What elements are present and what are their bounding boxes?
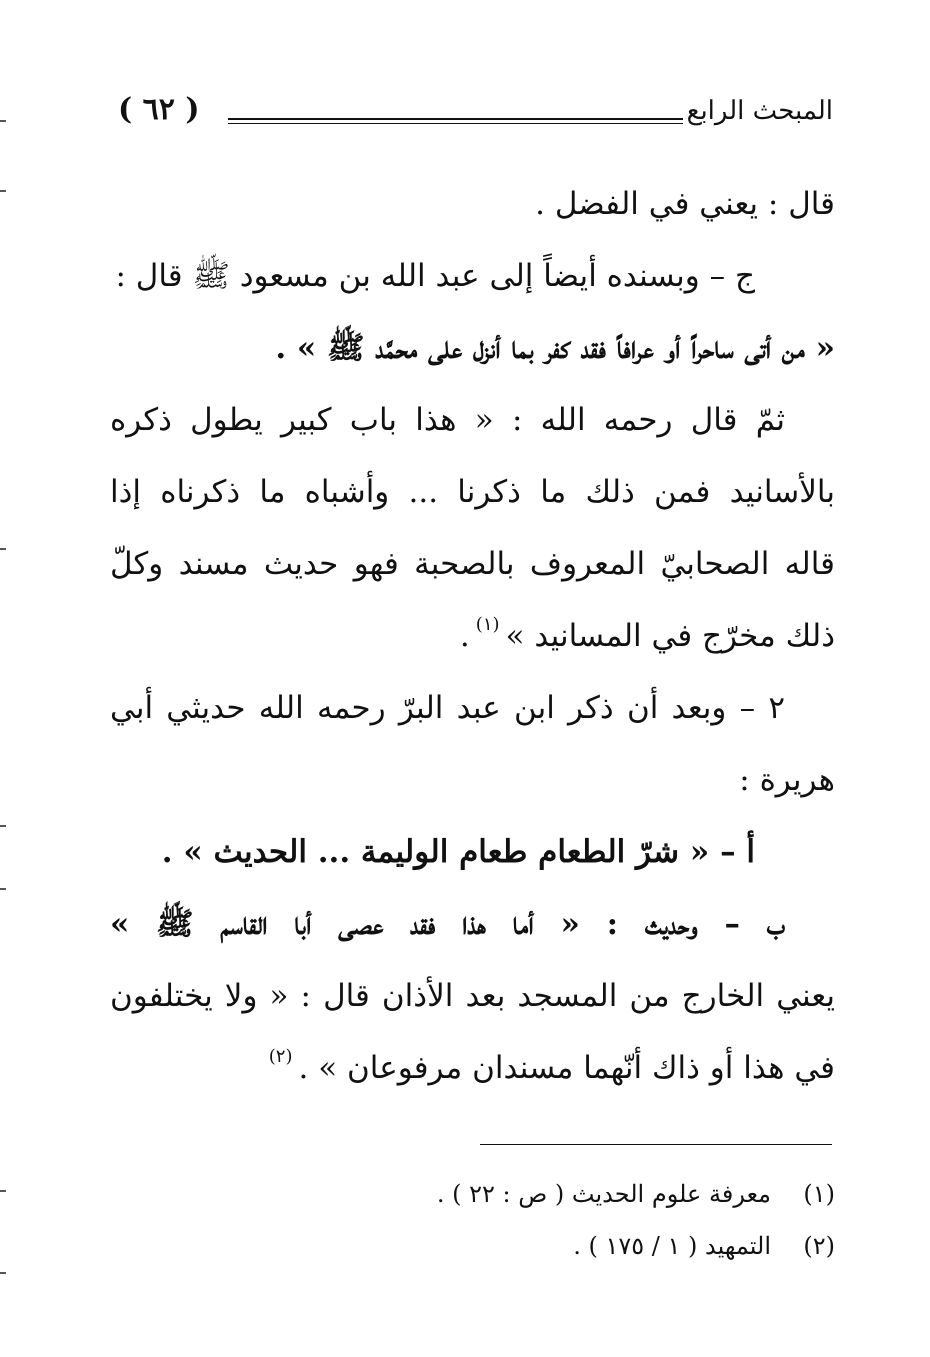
text-line-8: ٢ – وبعد أن ذكر ابن عبد البرّ رحمه الله حديثي أبي [110,690,785,726]
footnote-2-number: (٢) [803,1232,835,1260]
scan-speck [0,888,6,890]
text-line-4: ثمّ قال رحمه الله : « هذا باب كبير يطول ذكره [110,402,785,438]
text-line-1: قال : يعني في الفضل . [535,186,835,222]
page-number: ( ٦٢ ) [118,92,200,127]
footnote-1-text: معرفة علوم الحديث ( ص : ٢٢ ) . [436,1180,771,1208]
footnote-2-text: التمهيد ( ١ / ١٧٥ ) . [573,1232,771,1260]
text-line-13-body: في هذا أو ذاك أنّهما مسندان مرفوعان » . [298,1050,835,1086]
main-text [110,168,835,1104]
footnote-divider [480,1144,832,1145]
footnote-2 [300,1220,835,1272]
text-line-13 [110,1032,835,1104]
scan-speck [0,120,6,122]
scan-speck [0,190,6,192]
text-line-3-hadith: « من أتى ساحراً أو عرافاً فقد كفر بما أنزل على محمَّد ﷺ » . [275,330,835,366]
text-line-9: هريرة : [739,762,835,798]
footnote-ref-1: (١) [475,614,500,635]
text-line-10-hadith: أ – « شرّ الطعام طعام الوليمة ... الحديث » . [161,834,755,870]
scan-speck [0,548,6,550]
text-line-11-hadith: ب – وحديث : « أما هذا فقد عصى أبا القاسم ﷺ » [110,906,785,942]
header-divider [228,118,683,124]
text-line-6: قاله الصحابيّ المعروف بالصحبة فهو حديث مسند وكلّ [110,546,835,582]
page-header [118,92,833,142]
footnotes [300,1168,835,1272]
text-line-7-body: ذلك مخرّج في المسانيد » [505,618,835,654]
scan-speck [0,1272,6,1274]
scan-speck [0,1190,6,1192]
text-line-7-end: . [459,618,470,654]
text-line-5: بالأسانيد فمن ذلك ما ذكرنا ... وأشباه ما ذكرناه إذا [110,474,835,510]
scan-speck [0,825,6,827]
section-title: المبحث الرابع [686,96,833,126]
footnote-1 [300,1168,835,1220]
text-line-12: يعني الخارج من المسجد بعد الأذان قال : « ولا يختلفون [110,978,835,1014]
text-line-7 [110,600,835,672]
text-line-2: ج – وبسنده أيضاً إلى عبد الله بن مسعود ﷺ قال : [115,258,755,294]
footnote-ref-2: (٢) [268,1046,293,1067]
footnote-1-number: (١) [803,1180,835,1208]
